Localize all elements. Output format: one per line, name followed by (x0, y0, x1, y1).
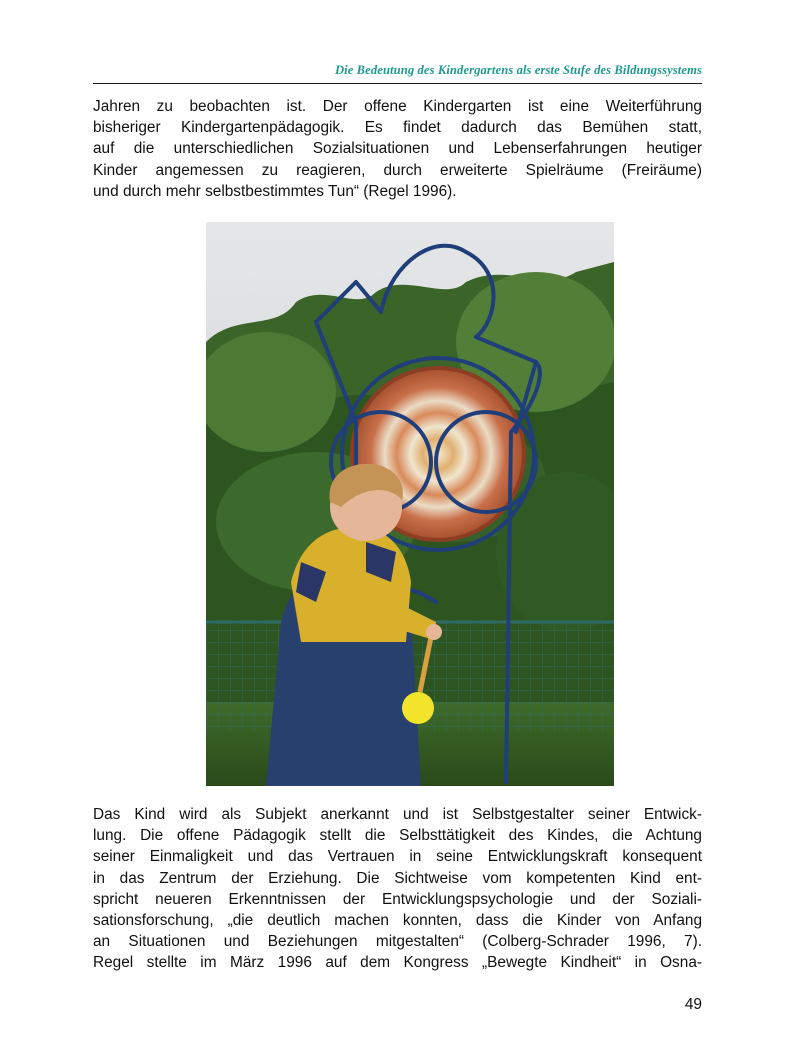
paragraph-2-line: lung. Die offene Pädagogik stellt die Selbsttätigkeit des Kindes, die Achtung (93, 827, 702, 845)
paragraph-2-line: Das Kind wird als Subjekt anerkannt und ist Selbstgestalter seiner Entwick- (93, 806, 702, 823)
paragraph-1-line: Kinder angemessen zu reagieren, durch erweiterte Spielräume (Freiräume) (93, 161, 702, 179)
photo-illustration (206, 222, 614, 786)
paragraph-2-line: Regel stellte im März 1996 auf dem Kongress „Bewegte Kindheit“ in Osna- (93, 954, 702, 972)
paragraph-1-line: und durch mehr selbstbestimmtes Tun“ (Regel 1996). (93, 182, 457, 200)
paragraph-1-line: bisheriger Kindergartenpädagogik. Es findet dadurch das Bemühen statt, (93, 119, 702, 137)
paragraph-2 (93, 804, 702, 974)
paragraph-2-line: in das Zentrum der Erziehung. Die Sichtweise vom kompetenten Kind ent- (93, 869, 702, 887)
running-header: Die Bedeutung des Kindergartens als erste Stufe des Bildungssystems (334, 63, 702, 77)
paragraph-2-line: spricht neueren Erkenntnissen der Entwicklungspsychologie und der Soziali- (93, 890, 702, 908)
paragraph-1 (93, 96, 702, 202)
paragraph-2-line: an Situationen und Beziehungen mitgestalten“ (Colberg-Schrader 1996, 7). (93, 933, 702, 951)
paragraph-1-line: auf die unterschiedlichen Sozialsituationen und Lebenserfahrungen heutiger (93, 140, 702, 158)
paragraph-2-line: seiner Einmaligkeit und das Vertrauen in seine Entwicklungskraft konsequent (93, 848, 702, 866)
paragraph-1-line: Jahren zu beobachten ist. Der offene Kindergarten ist eine Weiterführung (93, 98, 702, 115)
page-number: 49 (684, 996, 702, 1013)
header-rule (93, 83, 702, 84)
photo-child-playing-gong (206, 222, 614, 786)
paragraph-2-line: sationsforschung, „die deutlich machen konnten, dass die Kinder von Anfang (93, 912, 702, 930)
